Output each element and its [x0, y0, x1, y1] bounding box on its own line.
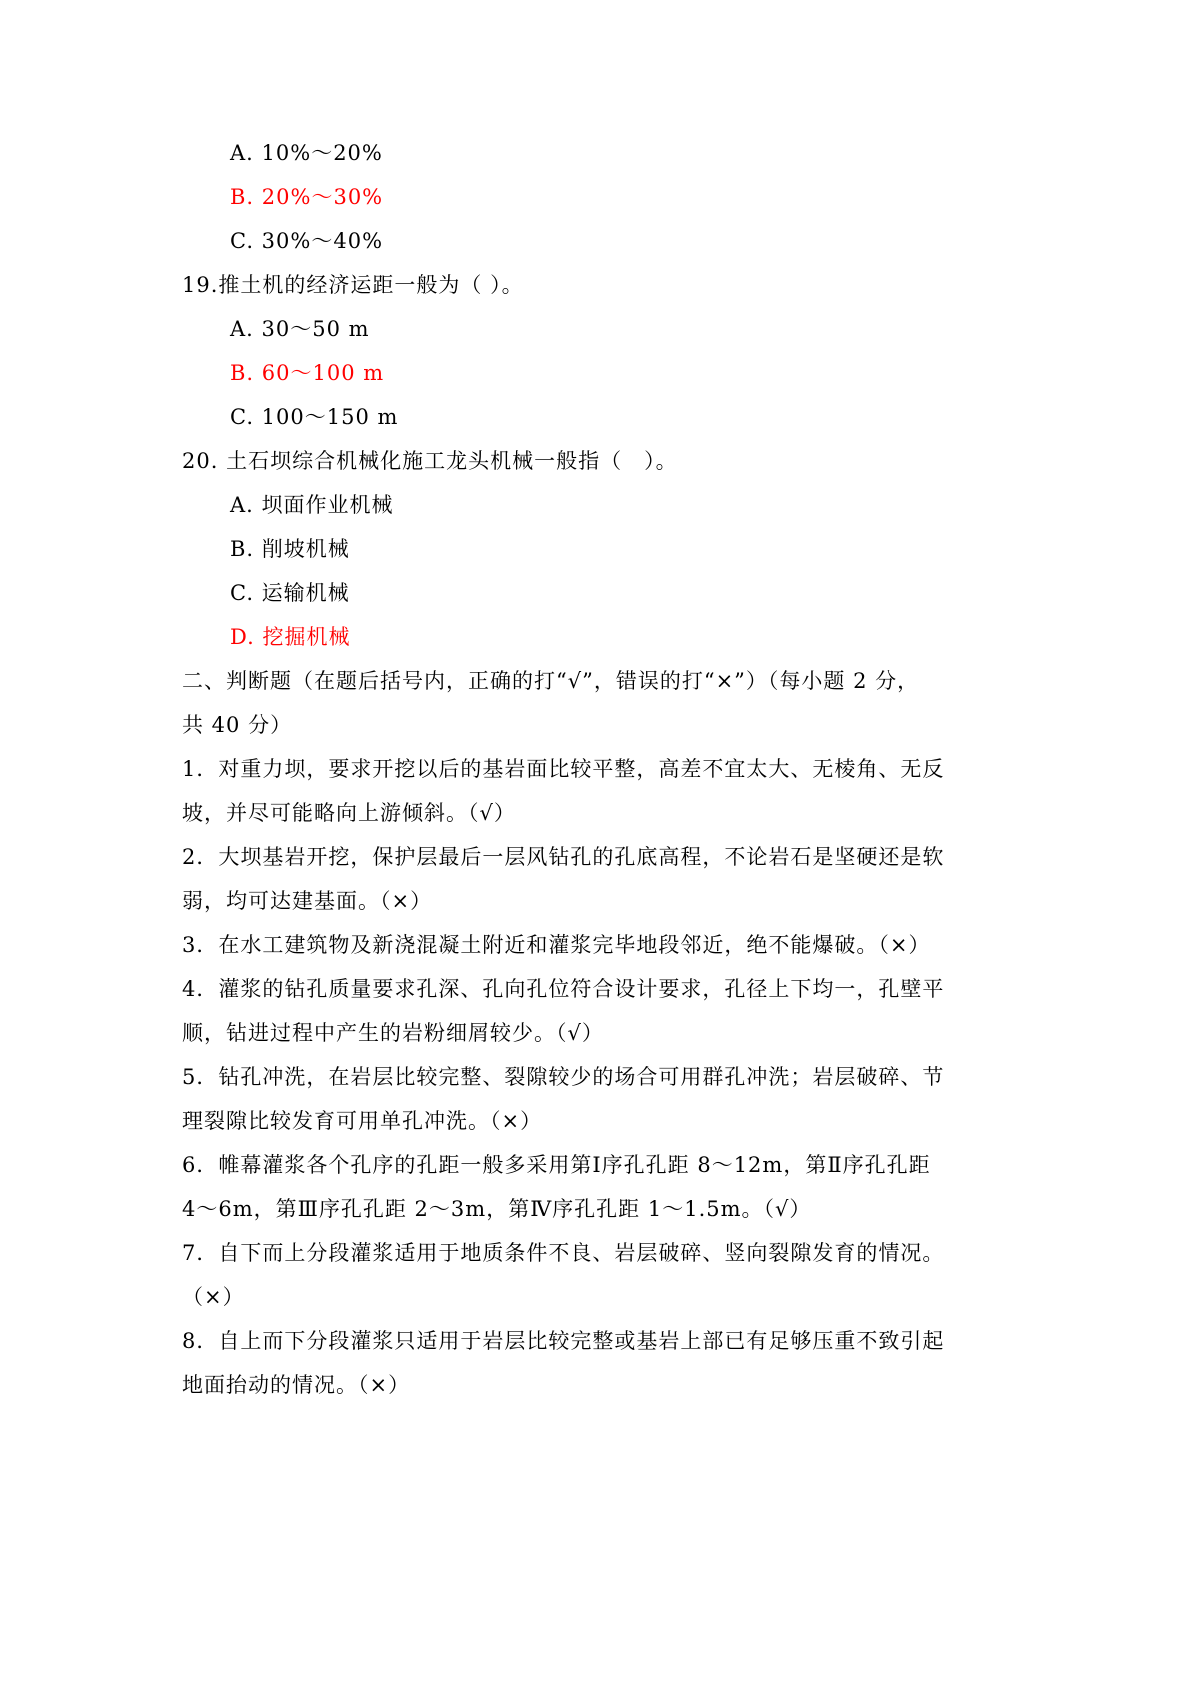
judgment-6-line2: 4～6m，第Ⅲ序孔孔距 2～3m，第Ⅳ序孔孔距 1～1.5m。（√） — [182, 1197, 812, 1221]
q18-option-b-answer: B. 20%～30% — [230, 185, 384, 209]
judgment-2-line1: 2．大坝基岩开挖，保护层最后一层风钻孔的孔底高程，不论岩石是坚硬还是软 — [182, 845, 945, 869]
q19-option-c: C. 100～150 m — [230, 405, 399, 429]
judgment-7-line1: 7．自下而上分段灌浆适用于地质条件不良、岩层破碎、竖向裂隙发育的情况。 — [182, 1241, 945, 1265]
judgment-7-line2: （×） — [182, 1285, 245, 1309]
q20-option-d-answer: D. 挖掘机械 — [230, 625, 351, 649]
q20-option-a: A. 坝面作业机械 — [230, 493, 394, 517]
judgment-6-line1: 6．帷幕灌浆各个孔序的孔距一般多采用第Ⅰ序孔孔距 8～12m，第Ⅱ序孔孔距 — [182, 1153, 931, 1177]
q19-option-b-answer: B. 60～100 m — [230, 361, 385, 385]
judgment-1-line1: 1．对重力坝，要求开挖以后的基岩面比较平整，高差不宜太大、无棱角、无反 — [182, 757, 945, 781]
judgment-4-line1: 4．灌浆的钻孔质量要求孔深、孔向孔位符合设计要求，孔径上下均一，孔壁平 — [182, 977, 945, 1001]
judgment-2-line2: 弱，均可达建基面。（×） — [182, 889, 433, 913]
judgment-3-line1: 3．在水工建筑物及新浇混凝土附近和灌浆完毕地段邻近，绝不能爆破。（×） — [182, 933, 931, 957]
q20-stem: 20. 土石坝综合机械化施工龙头机械一般指（ ）。 — [182, 449, 678, 473]
q20-option-c: C. 运输机械 — [230, 581, 350, 605]
judgment-5-line1: 5．钻孔冲洗，在岩层比较完整、裂隙较少的场合可用群孔冲洗；岩层破碎、节 — [182, 1065, 945, 1089]
judgment-8-line1: 8．自上而下分段灌浆只适用于岩层比较完整或基岩上部已有足够压重不致引起 — [182, 1329, 945, 1353]
q19-stem: 19.推土机的经济运距一般为（ ）。 — [182, 273, 524, 297]
q18-option-a: A. 10%～20% — [230, 141, 383, 165]
section2-heading-line1: 二、判断题（在题后括号内，正确的打“√”，错误的打“×”）（每小题 2 分， — [182, 669, 920, 693]
judgment-4-line2: 顺，钻进过程中产生的岩粉细屑较少。（√） — [182, 1021, 604, 1045]
judgment-1-line2: 坡，并尽可能略向上游倾斜。（√） — [182, 801, 516, 825]
q18-option-c: C. 30%～40% — [230, 229, 384, 253]
q19-option-a: A. 30～50 m — [230, 317, 370, 341]
judgment-5-line2: 理裂隙比较发育可用单孔冲洗。（×） — [182, 1109, 543, 1133]
q20-option-b: B. 削坡机械 — [230, 537, 350, 561]
judgment-8-line2: 地面抬动的情况。（×） — [182, 1373, 411, 1397]
section2-heading-line2: 共 40 分） — [182, 713, 293, 737]
